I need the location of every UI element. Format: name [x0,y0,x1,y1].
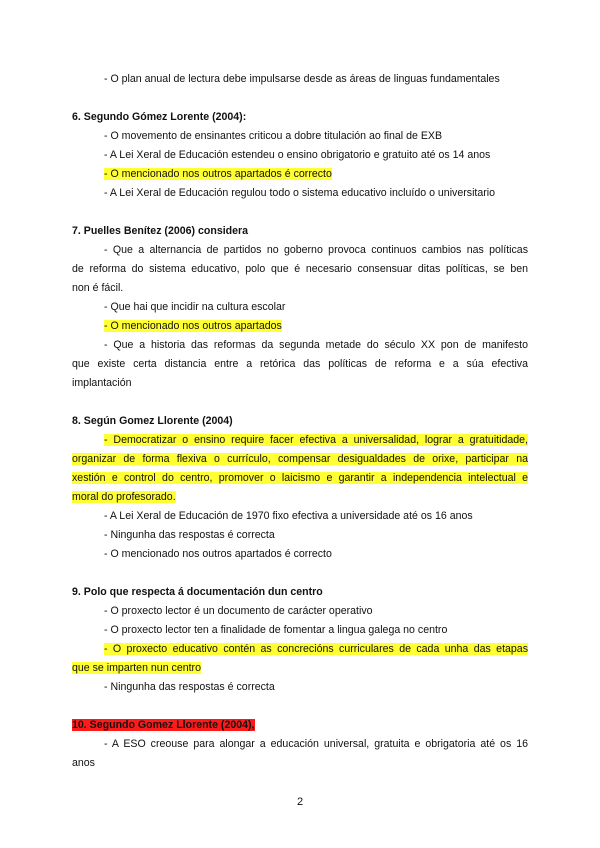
q8-option-c: - Ningunha das respostas é correcta [104,529,275,541]
q6-option-a: - O movemento de ensinantes criticou a dobre titulación ao final de EXB [104,130,443,142]
q8-option-a-line2: organizar de forma flexiva o currículo, compensar desigualdades de orixe, participar na [72,453,528,465]
q6-option-c-highlighted: - O mencionado nos outros apartados é correcto [104,168,332,180]
question-10-title: 10. Segundo Gomez Llorente (2004), [72,719,255,731]
q7-option-d-line3: implantación [72,377,132,389]
page-number: 2 [296,796,304,808]
q8-option-d: - O mencionado nos outros apartados é correcto [104,548,332,560]
q8-option-b: - A Lei Xeral de Educación de 1970 fixo efectiva a universidade até os 16 anos [104,510,473,522]
q9-option-c-line2: que se imparten nun centro [72,662,201,674]
q10-option-a-line1: - A ESO creouse para alongar a educación universal, gratuita e obrigatoria até os 16 [104,738,528,750]
q6-option-b: - A Lei Xeral de Educación estendeu o ensino obrigatorio e gratuito até os 14 anos [104,149,491,161]
question-7-title: 7. Puelles Benítez (2006) considera [72,225,249,237]
q9-option-c-line1: - O proxecto educativo contén as concrecións curriculares de cada unha das etapas [104,643,528,655]
q7-option-d-line1: - Que a historia das reformas da segunda metade do século XX pon de manifesto [104,339,528,351]
option-line: - O plan anual de lectura debe impulsarse desde as áreas de linguas fundamentales [104,73,500,85]
q7-option-a-line2: de reforma do sistema educativo, polo que é necesario consensuar ditas políticas, se ben [72,263,528,275]
q10-option-a-line2: anos [72,757,95,769]
q7-option-d-line2: que existe certa distancia entre a retórica das políticas de reforma e a súa efectiva [72,358,528,370]
q9-option-b: - O proxecto lector ten a finalidade de fomentar a lingua galega no centro [104,624,448,636]
q7-option-c-highlighted: - O mencionado nos outros apartados [104,320,282,332]
page-content [72,70,528,773]
q8-option-a-line4: moral do profesorado. [72,491,176,503]
q9-option-a: - O proxecto lector é un documento de carácter operativo [104,605,373,617]
q7-option-a-line1: - Que a alternancia de partidos no goberno provoca continuos cambios nas políticas [104,244,528,256]
q9-option-d: - Ningunha das respostas é correcta [104,681,275,693]
q8-option-a-line1: - Democratizar o ensino require facer efectiva a universalidad, lograr a gratuitidade, [104,434,528,446]
q8-option-a-line3: xestión e control do centro, promover o laicismo e garantir a independencia intelectual e [72,472,528,484]
question-9-title: 9. Polo que respecta á documentación dun centro [72,586,323,598]
q7-option-a-line3: non é fácil. [72,282,124,294]
q6-option-d: - A Lei Xeral de Educación regulou todo o sistema educativo incluído o universitario [104,187,496,199]
question-6-title: 6. Segundo Gómez Lorente (2004): [72,111,247,123]
question-8-title: 8. Según Gomez Llorente (2004) [72,415,233,427]
q7-option-b: - Que hai que incidir na cultura escolar [104,301,286,313]
